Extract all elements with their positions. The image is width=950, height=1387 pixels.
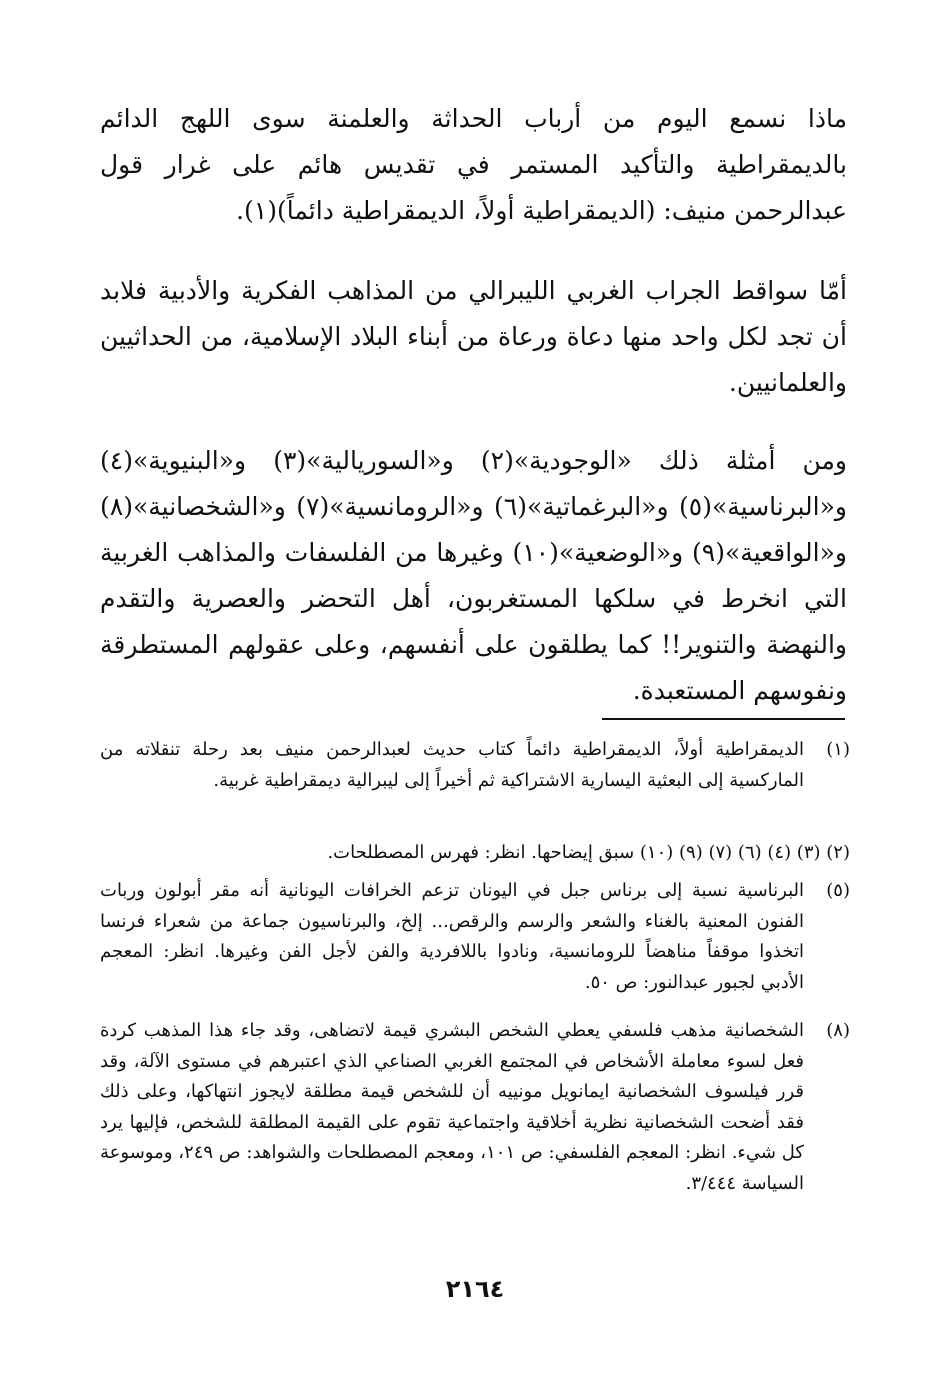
footnote-8: [100, 1016, 850, 1199]
footnote-marker: (٨): [826, 1020, 850, 1041]
footnote-1: [100, 735, 850, 796]
paragraph-2: أمّا سواقط الجراب الغربي الليبرالي من المذاهب الفكرية والأدبية فلابد أن تجد لكل واحد منها دعاة ورعاة من أبناء البلاد الإسلامية، من الحداثيين والعلمانيين.: [100, 276, 847, 397]
footnote-text: (٢) (٣) (٤) (٦) (٧) (٩) (١٠) سبق إيضاحها. انظر: فهرس المصطلحات.: [327, 842, 850, 863]
page-number: ٢١٦٤: [445, 1275, 505, 1303]
footnote-text: البرناسية نسبة إلى برناس جبل في اليونان تزعم الخرافات اليونانية أنه مقر أبولون وربات الفنون المعنية بالغناء والشعر والرسم والرقص... إلخ، والبرناسيون جماعة من شعراء فرنسا اتخذوا موقفاً مناهضاً للرومانسية، ونادوا باللافردية والفن لأجل الفن وغيرها. انظر: المعجم الأدبي لجبور عبدالنور: ص ٥٠.: [100, 880, 804, 993]
footnote-5: [100, 876, 850, 998]
paragraph-1: ماذا نسمع اليوم من أرباب الحداثة والعلمنة سوى اللهج الدائم بالديمقراطية والتأكيد المستمر في تقديس هائم على غرار قول عبدالرحمن منيف: (الديمقراطية أولاً، الديمقراطية دائماً)(١).: [100, 104, 847, 225]
paragraph-3: ومن أمثلة ذلك «الوجودية»(٢) و«السوريالية»(٣) و«البنيوية»(٤) و«البرناسية»(٥) و«البرغماتية»(٦) و«الرومانسية»(٧) و«الشخصانية»(٨) و«الواقعية»(٩) و«الوضعية»(١٠) وغيرها من الفلسفات والمذاهب الغربية التي انخرط في سلكها المستغربون، أهل التحضر والعصرية والتقدم والنهضة والتنوير!! كما يطلقون على أنفسهم، وعلى عقولهم المستطرقة ونفوسهم المستعبدة.: [100, 446, 847, 705]
footnote-marker: (١): [826, 739, 850, 760]
footnote-2: [100, 838, 850, 869]
footnote-separator: [602, 718, 845, 720]
footnote-marker: (٥): [826, 880, 850, 901]
footnote-text: الديمقراطية أولاً، الديمقراطية دائماً كتاب حديث لعبدالرحمن منيف بعد رحلة تنقلاته من الماركسية إلى البعثية اليسارية الاشتراكية ثم أخيراً إلى ليبرالية ديمقراطية غربية.: [100, 739, 804, 791]
footnote-text: الشخصانية مذهب فلسفي يعطي الشخص البشري قيمة لاتضاهى، وقد جاء هذا المذهب كردة فعل لسوء معاملة الأشخاص في المجتمع الغربي الصناعي الذي اعتبرهم في مستوى الآلة، وقد قرر فيلسوف الشخصانية ايمانويل مونييه أن للشخص قيمة مطلقة لايجوز انتهاكها، وعلى ذلك فقد أضحت الشخصانية نظرية أخلاقية واجتماعية تقوم على القيمة المطلقة للشخص، فإليها يرد كل شيء. انظر: المعجم الفلسفي: ص ١٠١، ومعجم المصطلحات والشواهد: ص ٢٤٩، وموسوعة السياسة ٣/٤٤٤.: [100, 1020, 804, 1194]
